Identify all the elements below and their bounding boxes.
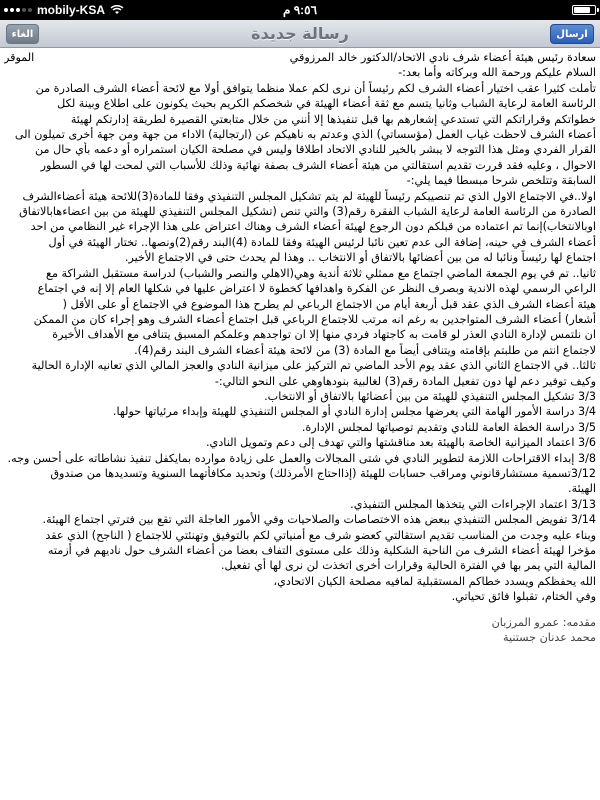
signature-block — [4, 615, 596, 646]
message-paragraphs — [4, 81, 596, 605]
battery-group — [572, 5, 596, 15]
message-line: الهيئة. — [568, 482, 596, 496]
message-body[interactable] — [4, 50, 596, 800]
message-line: هيئة أعضاء الشرف الذي عقد قبل أربعة أيام من الاجتماع الرباعي لم يطرح هذا الموضوع في الاجتماع أو على الأقل ( — [62, 297, 596, 311]
signature-line: مقدمه: عمرو المرزبان — [491, 615, 596, 629]
message-line: تأملت كثيرا عقب اختيار أعضاء الشرف لكم رئيساً أن نرى لكم عملا منظما يتوافق أولا مع لائحة أعضاء الشرف الصادرة من — [35, 81, 596, 95]
recipient-honorific: الموقر — [4, 51, 35, 64]
cancel-button[interactable]: الغاء — [6, 24, 39, 44]
message-line: 3/12تسمية مستشارقانوني ومراقب حسابات للهيئة (إذااحتاج الأمرذلك) وتحديد مكافأتهما السنوية وتسديدها من صندوق — [50, 466, 596, 480]
message-line: ثانيا.. تم في يوم الجمعة الماضي اجتماع مع ممثلي ثلاثة أندية وهي(الاهلي والنصر والشباب) لدراسة مستقبل الشراكة مع — [46, 266, 596, 280]
signature-line: محمد عدنان جستنية — [503, 631, 596, 645]
message-line: وفي الختام، تقبلوا فائق تحياتي. — [451, 590, 596, 604]
carrier-group — [4, 3, 124, 17]
compose-title: رسالة جديدة — [251, 24, 349, 43]
message-line: مؤخرا لهيئة أعضاء الشرف من الناحية الشكلية وذلك على مستوى التفاف بعضا من أعضاء الشرف حول ناديهم في أزمته — [47, 544, 596, 557]
message-line: 3/5 دراسة الخطة العامة للنادي وتقديم توصياتها لمجلس الإدارة. — [301, 420, 596, 434]
carrier-name: mobily-KSA — [37, 3, 106, 17]
status-bar — [0, 0, 600, 20]
message-line: 3/3 تشكيل المجلس التنفيذي للهيئة من بين أعضائها بالاتفاق أو الانتخاب. — [264, 389, 596, 403]
message-line: الرئاسة العامة لرعاية الشباب وثانيا يتسم مع ثقة أعضاء الهيئة في شخصكم الكريم بحيث يكونون على اطلاع وبينة لكل — [57, 97, 596, 111]
message-line: لاجتماع انتم من طلبتم بإقامته ويتنافى أيضاً مع المادة (3) من لائحة هيئة أعضاء الشرف البند رقم(4). — [134, 343, 596, 357]
message-line: اولا..في الاجتماع الاول الذي تم تنصيبكم رئيساً للهيئة لم يتم تشكيل المجلس التنفيذي وفقا للمادة(3)للائحة هيئة أعضاءالشرف — [22, 189, 596, 203]
recipient-text: سعادة رئيس هيئة أعضاء شرف نادي الاتحاد/الدكتور خالد المرزوقي — [289, 51, 596, 64]
message-line: 3/4 دراسة الأمور الهامة التي يعرضها مجلس إدارة النادي أو المجلس التنفيذي للهيئة وإبداء مرئياتها حولها. — [112, 405, 596, 419]
message-line: الله يحفظكم ويسدد خطاكم المستقبلية لمافيه مصلحة الكيان الاتحادي، — [273, 574, 596, 588]
message-line: المالية التي يمر بها في الفترة الحالية وقرارات أخرى اتخذت لن نرى لها أي تفعيل. — [220, 559, 596, 573]
message-line: 3/8 إبداء الاقتراحات اللازمة لتطوير النادي في شتى المجالات والعمل على زيادة موارده بمايكفل تنفيذ نشاطاته على أحسن وجه. — [7, 451, 596, 465]
greeting-line: السلام عليكم ورحمة الله وبركاته وأما بعد:- — [398, 66, 596, 80]
message-line: الصادرة من الرئاسة العامة لرعاية الشباب الفقرة رقم(3) والتي تنص (تشكيل المجلس التنفيذي للهيئة من بين اعضاءهابالاتفاق — [19, 205, 596, 219]
send-button[interactable]: ارسال — [550, 24, 594, 44]
battery-icon — [572, 5, 596, 15]
compose-nav-bar — [0, 20, 600, 48]
wifi-icon — [110, 5, 124, 15]
message-line: اجتماع لها رئيساً ونائبا له من بين أعضائها بالاتفاق أو الانتخاب .. وهذا لم يحدث حتى في الاجتماع الأخير. — [124, 251, 596, 265]
message-line: 3/14 تفويض المجلس التنفيذي ببعض هذه الاختصاصات والصلاحيات وفي الأمور العاجلة التي تقع بين فترتي اجتماع الهيئة. — [42, 513, 596, 527]
recipient-line — [4, 50, 596, 65]
battery-level — [574, 7, 590, 13]
message-line: السابقة وتتلخص شرحا مبسطا فيما يلي:- — [406, 174, 596, 188]
message-line: أشعار) أعضاء الشرف المتواجدين به رغم انه مرتب للاجتماع الرباعي قبل اجتماع أعضاء الشرف وهو إجراء كان من الممكن — [33, 312, 596, 326]
message-line: 3/6 اعتماد الميزانية الخاصة بالهيئة بعد مناقشتها والتي تهدف إلى دعم وتمويل النادي. — [206, 436, 596, 450]
signal-strength-icon — [4, 8, 32, 12]
message-line: خطواتكم وقراراتكم التي تستدعي إشعارهم بها قبل تنفيذها إلا أنني من خلال متابعتي القصيرة لطريقة إدارتكم لهيئة — [70, 112, 596, 126]
message-line: اوبالانتخاب)إنما تم اعتماده من قبلكم دون الرجوع لهيئة أعضاء الشرف وهناك اعتراض على هذا الإجراء غير النظامي من احد — [30, 220, 596, 234]
message-line: أعضاء الشرف لاحظت غياب العمل (مؤسساتي) الذي وعدتم به ناهيكم عن (ارتجالية) الاداء من جهة ومن جهة أخرى تميلون الى — [14, 128, 596, 142]
message-line: 3/13 اعتماد الإجراءات التي يتخذها المجلس التنفيذي. — [350, 497, 596, 511]
message-line: ان نلتمس لإدارة النادي العذر لو قامت به كاجتهاد فردي منها إلا ان تواجدهم وعلمكم المسبق يتنافى مع الأهداف الأخيرة — [52, 328, 596, 342]
message-line: وبناء عليه وجدت من المناسب تقديم استقالتي كعضو شرف مع أمنياتي لكم بالتوفيق وتهنئتي للاجتماع ( الناجح) الذي عقد — [45, 528, 596, 542]
message-line: وكيف توفير دعم لها دون تفعيل المادة رقم(3) لغالبية بنودهاوهي على النحو التالي:- — [214, 374, 596, 388]
message-line: ثالثا.. في الاجتماع الثاني الذي عقد يوم الأحد الماضي تم التركيز على ميزانية النادي والعجز المالي الذي تعانيه الإدارة الحالية — [31, 359, 596, 373]
message-line: القرار الفردي ومثل هذا التوجه لا يبشر بالخير للنادي الاتحاد اطلاقا وليس في مصلحة الكيان استمراره أو دعمه بأي حال من — [35, 143, 596, 157]
status-time: ٩:٥٦ م — [282, 3, 318, 17]
message-line: أعضاء الشرف في حينه، إضافة الى عدم تعين نائبا لرئيس الهيئة وفقا للمادة (4)البند رقم(2)ونصها.. تختار الهيئة في أول — [48, 235, 596, 249]
message-line: الراعي الرسمي لهذه الاندية وبصرف النظر عن الفكرة واهدافها كخطوة لا اعتراض عليها في شكلها العام إلا إنه في اجتماع — [37, 282, 596, 296]
message-line: الاحوال ، وعليه فقد قررت تقديم استقالتي من هيئة أعضاء الشرف بصفة نهائية وذلك للأسباب التي لمحت لها في السطور — [40, 158, 596, 172]
